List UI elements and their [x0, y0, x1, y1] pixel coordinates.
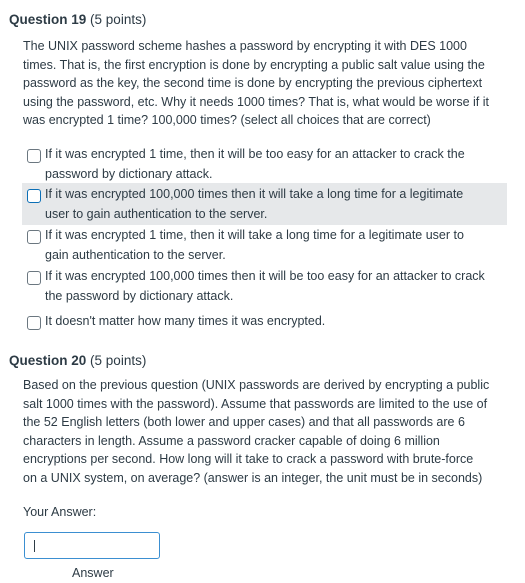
choice-label-line: If it was encrypted 100,000 times then it will be too easy for an attacker to crack	[45, 269, 485, 283]
question-20-line: salt 1000 times with the password). Assume that passwords are limited to the use of	[23, 396, 488, 411]
choice-1-label	[45, 145, 505, 184]
question-20-line: Based on the previous question (UNIX passwords are derived by encrypting a public	[23, 378, 490, 392]
question-19-header	[9, 11, 146, 29]
choice-5-label	[45, 312, 505, 332]
checkbox-icon[interactable]	[27, 271, 41, 285]
question-20-line: the 52 English letters (both lower and upper cases) and that all passwords are 6	[23, 415, 465, 430]
choice-label-line: If it was encrypted 1 time, then it will take a long time for a legitimate user to	[45, 228, 464, 242]
question-20-line: characters in length. Assume a password cracker capable of doing 6 million	[23, 433, 440, 448]
choice-4-label	[45, 267, 505, 306]
text-caret	[34, 540, 35, 552]
question-19-line: times. That is, the first encryption is done by encrypting a public salt value using the	[23, 57, 485, 72]
checkbox-icon[interactable]	[27, 189, 41, 203]
question-20-points: (5 points)	[90, 353, 147, 368]
question-19-line: was encrypted 1 time? 100,000 times? (select all choices that are correct)	[23, 113, 431, 128]
choice-label-line: password by dictionary attack.	[45, 166, 213, 181]
checkbox-icon[interactable]	[27, 230, 41, 244]
question-20-line: encryptions per second. How long will it take to crack a password with brute-force	[23, 452, 474, 467]
question-19-points: (5 points)	[90, 12, 147, 27]
choice-label-line: gain authentication to the server.	[45, 247, 226, 262]
choice-1[interactable]	[22, 143, 507, 185]
question-19-line: password as the key, the second time is done by encrypting the previous ciphertext	[23, 76, 483, 91]
choice-label-line: the password by dictionary attack.	[45, 288, 234, 303]
choice-3[interactable]	[22, 224, 507, 266]
your-answer-label: Your Answer:	[23, 505, 97, 519]
question-20-header	[9, 352, 146, 370]
question-20-line: on a UNIX system, on average? (answer is an integer, the unit must be in seconds)	[23, 470, 483, 485]
choice-5[interactable]	[22, 310, 507, 332]
checkbox-icon[interactable]	[27, 149, 41, 163]
choice-3-label	[45, 226, 505, 265]
choice-4[interactable]	[22, 265, 507, 307]
question-19-text	[23, 37, 508, 130]
question-19-line: using the password, etc. Why it needs 1000 times? That is, what would be worse if it	[23, 94, 489, 109]
choice-label-line: user to gain authentication to the server.	[45, 206, 268, 221]
question-19-line: The UNIX password scheme hashes a password by encrypting it with DES 1000	[23, 39, 467, 53]
choice-label-line: If it was encrypted 100,000 times then it will take a long time for a legitimate	[45, 187, 464, 201]
question-19-title: Question 19	[9, 12, 87, 27]
answer-caption: Answer	[72, 566, 114, 580]
choice-label-line: It doesn't matter how many times it was encrypted.	[45, 314, 326, 328]
question-20-title: Question 20	[9, 353, 87, 368]
question-20-text	[23, 376, 508, 488]
answer-input[interactable]	[24, 532, 160, 559]
choice-2-label	[45, 185, 505, 224]
checkbox-icon[interactable]	[27, 316, 41, 330]
choice-label-line: If it was encrypted 1 time, then it will be too easy for an attacker to crack the	[45, 147, 465, 161]
choice-2[interactable]	[22, 183, 507, 225]
